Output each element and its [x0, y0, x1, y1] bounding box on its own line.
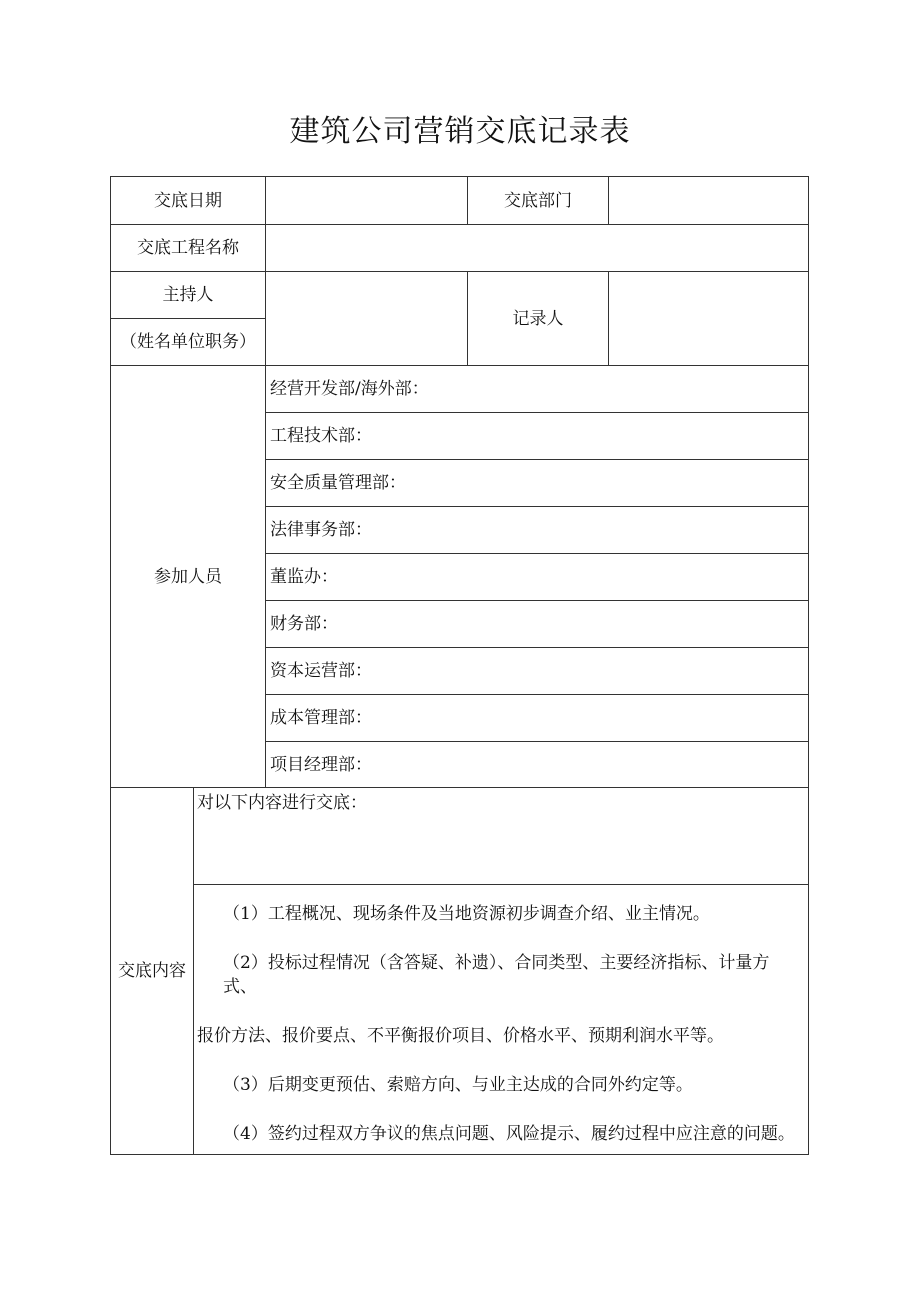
content-item: （1）工程概况、现场条件及当地资源初步调查介绍、业主情况。 — [223, 904, 710, 924]
content-item: （4）签约过程双方争议的焦点问题、风险提示、履约过程中应注意的问题。 — [223, 1124, 795, 1144]
recorder-label: 记录人 — [468, 272, 609, 366]
host-sublabel: （姓名单位职务） — [111, 319, 266, 366]
participant-row[interactable]: 经营开发部/海外部： — [266, 366, 808, 413]
department-label: 交底部门 — [468, 177, 609, 225]
date-value-field[interactable] — [266, 177, 468, 225]
content-item: （2）投标过程情况（含答疑、补遗）、合同类型、主要经济指标、计量方式、 — [223, 953, 770, 997]
project-name-value-field[interactable] — [266, 225, 808, 272]
participant-row[interactable]: 安全质量管理部： — [266, 460, 808, 507]
participant-row[interactable]: 成本管理部： — [266, 695, 808, 742]
recorder-value-field[interactable] — [609, 272, 808, 366]
participant-row[interactable]: 财务部： — [266, 601, 808, 648]
project-name-label: 交底工程名称 — [111, 225, 266, 272]
page-title: 建筑公司营销交底记录表 — [289, 114, 631, 149]
record-table — [110, 176, 809, 1155]
content-label: 交底内容 — [111, 788, 194, 1154]
content-items — [194, 885, 808, 1154]
participant-row[interactable]: 董监办： — [266, 554, 808, 601]
participant-row[interactable]: 工程技术部： — [266, 413, 808, 460]
host-value-field[interactable] — [266, 272, 468, 366]
date-label: 交底日期 — [111, 177, 266, 225]
content-item: 报价方法、报价要点、不平衡报价项目、价格水平、预期利润水平等。 — [197, 1026, 724, 1046]
participant-row[interactable]: 资本运营部： — [266, 648, 808, 695]
content-intro: 对以下内容进行交底： — [194, 788, 808, 885]
participant-row[interactable]: 项目经理部： — [266, 742, 808, 788]
host-label: 主持人 — [111, 272, 266, 319]
department-value-field[interactable] — [609, 177, 808, 225]
content-item: （3）后期变更预估、索赔方向、与业主达成的合同外约定等。 — [223, 1075, 693, 1095]
participant-row[interactable]: 法律事务部： — [266, 507, 808, 554]
participants-label: 参加人员 — [111, 366, 266, 788]
